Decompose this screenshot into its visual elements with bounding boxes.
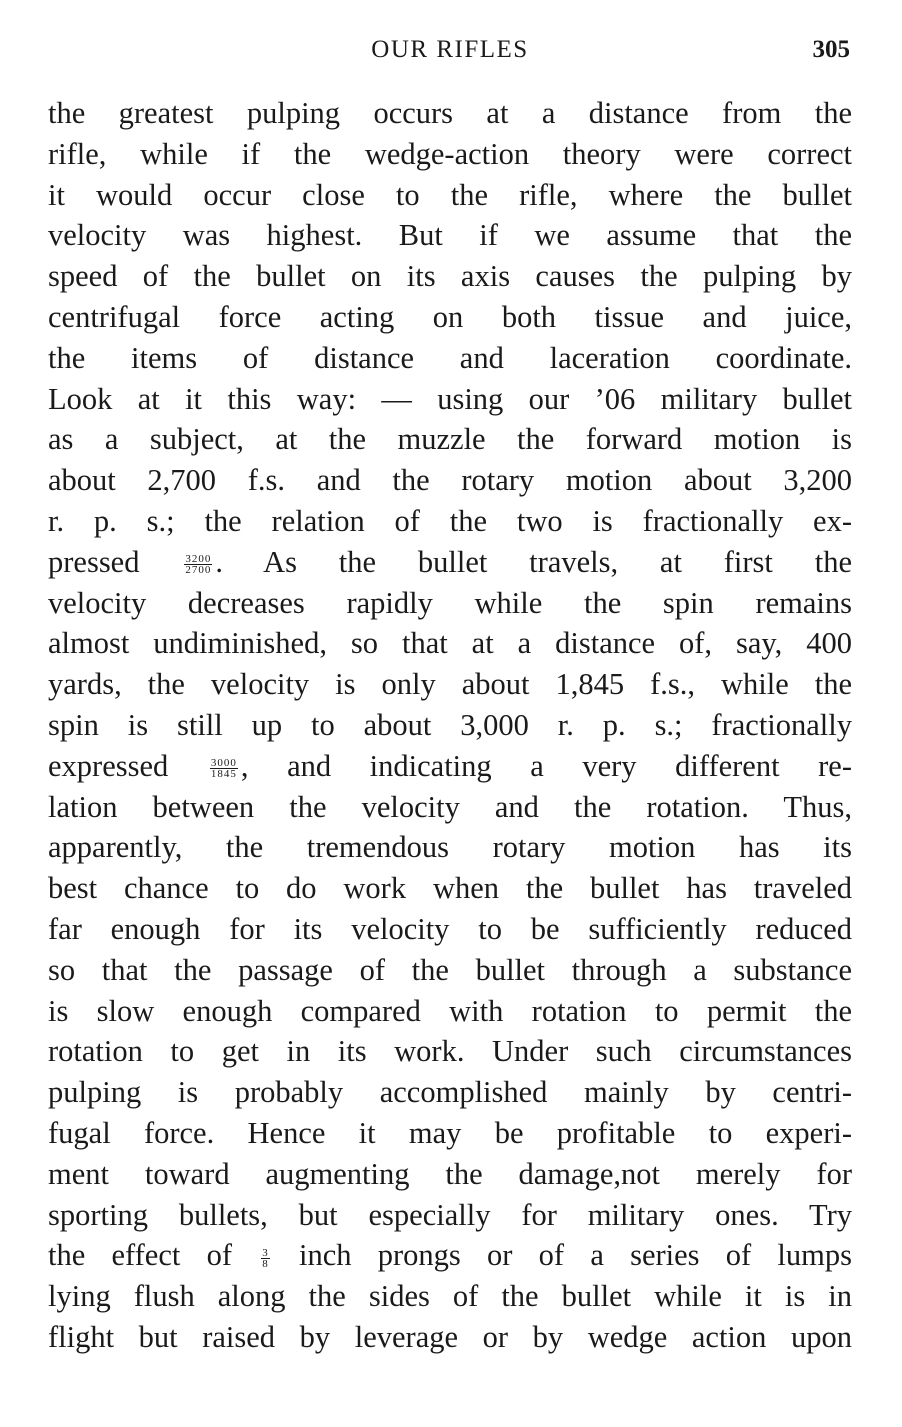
text-line: pulping is probably accomplished mainly by centri-	[48, 1075, 852, 1110]
fraction	[184, 554, 212, 575]
line-text-after: . As the bullet travels, at first the	[215, 544, 852, 579]
text-line-with-fraction	[48, 542, 852, 583]
text-line: speed of the bullet on its axis causes the pulping by	[48, 259, 852, 294]
text-line: Look at it this way: — using our ’06 military bullet	[48, 381, 852, 416]
text-line: apparently, the tremendous rotary motion has its	[48, 830, 852, 865]
text-line: lation between the velocity and the rotation. Thus,	[48, 789, 852, 824]
text-line: flight but raised by leverage or by wedge action upon	[48, 1319, 852, 1354]
text-line: so that the passage of the bullet through a substance	[48, 952, 852, 987]
fraction-numerator: 3200	[185, 553, 212, 566]
text-line: the greatest pulping occurs at a distance from the	[48, 96, 852, 130]
text-line: yards, the velocity is only about 1,845 f.s., while the	[48, 667, 852, 702]
text-line: the items of distance and laceration coordinate.	[48, 340, 852, 375]
text-line: velocity was highest. But if we assume that the	[48, 218, 852, 253]
text-line-with-fraction	[48, 1235, 852, 1276]
fraction-numerator: 3	[262, 1246, 269, 1259]
text-line: fugal force. Hence it may be profitable to experi-	[48, 1115, 852, 1150]
line-text-before: pressed	[48, 544, 140, 579]
fraction-denominator: 2700	[185, 564, 212, 577]
running-head	[48, 36, 852, 70]
fraction-denominator: 1845	[210, 768, 237, 781]
running-head-title: OUR RIFLES	[371, 36, 529, 63]
text-line: spin is still up to about 3,000 r. p. s.; fractionally	[48, 707, 852, 742]
text-line: velocity decreases rapidly while the spin remains	[48, 585, 852, 620]
text-line: centrifugal force acting on both tissue and juice,	[48, 299, 852, 334]
text-line: almost undiminished, so that at a distance of, say, 400	[48, 626, 852, 661]
fraction-numerator: 3000	[210, 757, 237, 770]
fraction	[210, 758, 238, 779]
line-text-before: expressed	[48, 748, 169, 783]
text-line: rifle, while if the wedge-action theory were correct	[48, 136, 852, 171]
text-line: lying flush along the sides of the bullet while it is in	[48, 1279, 852, 1314]
text-line-with-fraction	[48, 746, 852, 787]
page-number: 305	[812, 36, 850, 63]
fraction	[261, 1248, 270, 1269]
line-text-after: inch prongs or of a series of lumps	[299, 1238, 852, 1273]
text-line: rotation to get in its work. Under such circumstances	[48, 1034, 852, 1069]
fraction-denominator: 8	[262, 1257, 269, 1270]
text-line: r. p. s.; the relation of the two is fractionally ex-	[48, 503, 852, 538]
text-line: as a subject, at the muzzle the forward motion is	[48, 422, 852, 457]
text-line: it would occur close to the rifle, where the bullet	[48, 177, 852, 212]
line-text-after: , and indicating a very different re-	[240, 748, 852, 783]
text-line: best chance to do work when the bullet has traveled	[48, 871, 852, 906]
line-text-before: the effect of	[48, 1238, 232, 1273]
text-line: about 2,700 f.s. and the rotary motion about 3,200	[48, 463, 852, 498]
text-line: far enough for its velocity to be sufficiently reduced	[48, 911, 852, 946]
text-line: ment toward augmenting the damage,not merely for	[48, 1156, 852, 1191]
text-line: is slow enough compared with rotation to permit the	[48, 993, 852, 1028]
body-text	[48, 93, 852, 1358]
text-line: sporting bullets, but especially for military ones. Try	[48, 1197, 852, 1232]
